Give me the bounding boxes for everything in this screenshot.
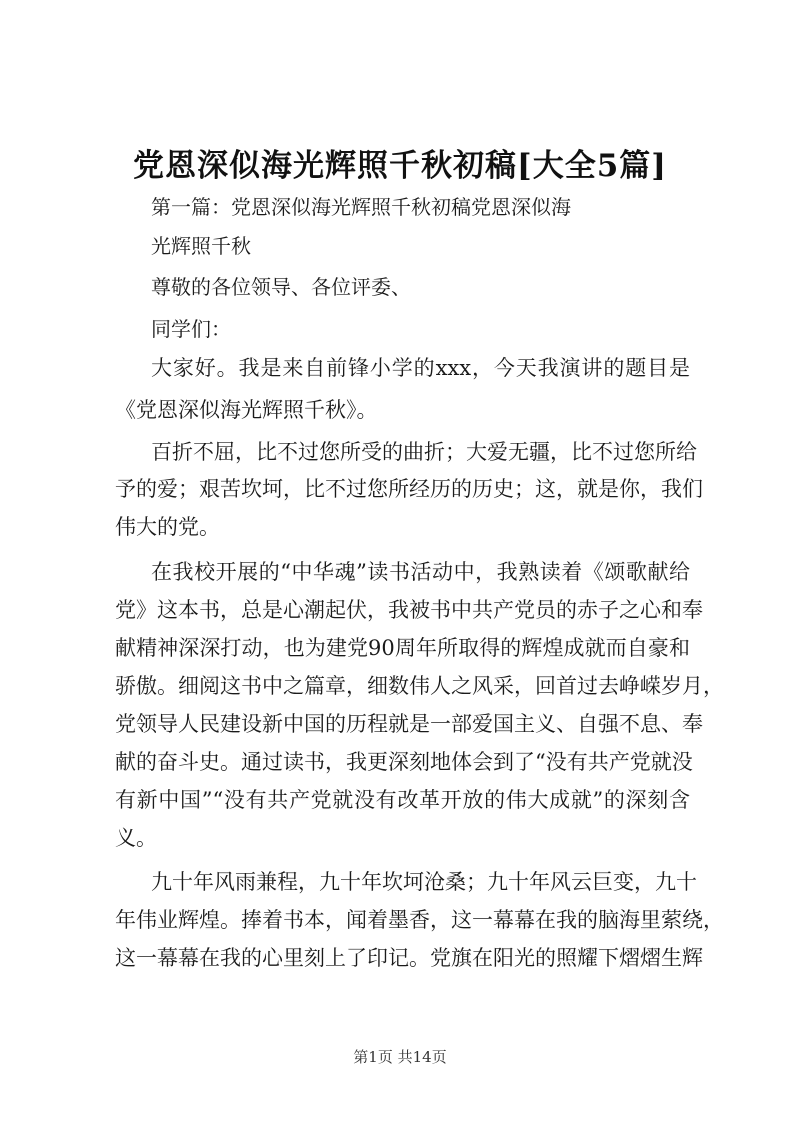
paragraph-3-line-1: 在我校开展的“中华魂”读书活动中，我熟读着《颂歌献给 bbox=[151, 560, 690, 584]
paragraph-3-line-6: 献的奋斗史。通过读书，我更深刻地体会到了“没有共产党就没 bbox=[115, 750, 693, 774]
paragraph-3-line-7: 有新中国”“没有共产党就没有改革开放的伟大成就”的深刻含 bbox=[115, 788, 690, 812]
section-heading-line-2: 光辉照千秋 bbox=[151, 234, 251, 258]
paragraph-3-line-2: 党》这本书，总是心潮起伏，我被书中共产党员的赤子之心和奉 bbox=[115, 598, 703, 622]
page-footer: 第1页 共14页 bbox=[353, 1048, 447, 1066]
salutation-line-1: 尊敬的各位领导、各位评委、 bbox=[151, 275, 411, 299]
paragraph-2-line-3: 伟大的党。 bbox=[115, 515, 220, 539]
document-title: 党恩深似海光辉照千秋初稿[大全5篇] bbox=[133, 148, 667, 184]
paragraph-4-line-1: 九十年风雨兼程，九十年坎坷沧桑；九十年风云巨变，九十 bbox=[151, 870, 697, 894]
salutation-line-2: 同学们： bbox=[151, 317, 231, 341]
paragraph-3-line-4: 骄傲。细阅这书中之篇章，细数伟人之风采，回首过去峥嵘岁月， bbox=[115, 674, 724, 698]
paragraph-1-line-2: 《党恩深似海光辉照千秋》。 bbox=[115, 398, 378, 422]
paragraph-1-line-1: 大家好。我是来自前锋小学的xxx，今天我演讲的题目是 bbox=[151, 356, 690, 380]
paragraph-4-line-3: 这一幕幕在我的心里刻上了印记。党旗在阳光的照耀下熠熠生辉 bbox=[115, 946, 703, 970]
paragraph-4-line-2: 年伟业辉煌。捧着书本，闻着墨香，这一幕幕在我的脑海里萦绕， bbox=[115, 908, 724, 932]
paragraph-2-line-2: 予的爱；艰苦坎坷，比不过您所经历的历史；这，就是你，我们 bbox=[115, 477, 703, 501]
section-heading-line-1: 第一篇：党恩深似海光辉照千秋初稿党恩深似海 bbox=[151, 195, 571, 219]
paragraph-2-line-1: 百折不屈，比不过您所受的曲折；大爱无疆，比不过您所给 bbox=[151, 440, 697, 464]
paragraph-3-line-3: 献精神深深打动，也为建党90周年所取得的辉煌成就而自豪和 bbox=[115, 636, 690, 660]
paragraph-3-line-5: 党领导人民建设新中国的历程就是一部爱国主义、自强不息、奉 bbox=[115, 712, 703, 736]
paragraph-3-line-8: 义。 bbox=[115, 826, 157, 850]
